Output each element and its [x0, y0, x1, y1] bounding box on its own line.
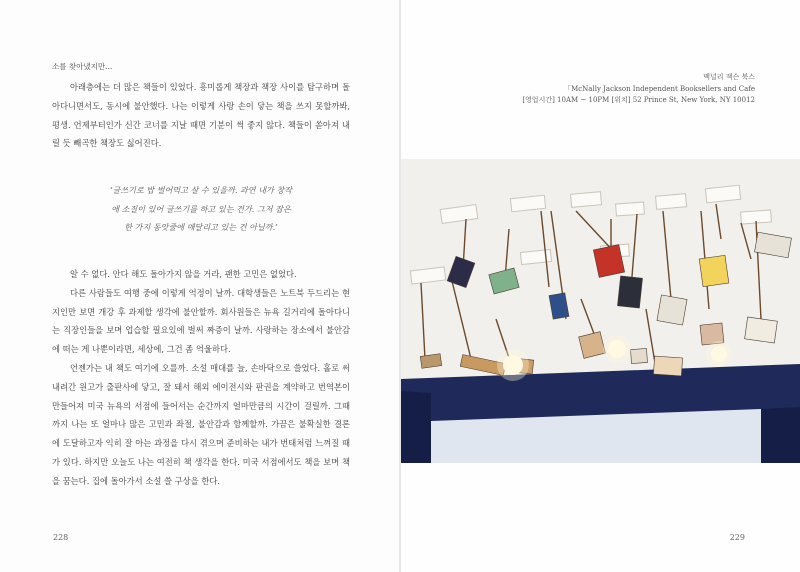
- photo-caption: [515, 72, 755, 107]
- quote-line: 한 가지 동앗줄에 매달리고 있는 건 아닐까.’: [124, 222, 278, 232]
- body-text-top: [52, 78, 350, 153]
- paragraph: 다른 사람들도 여행 중에 이렇게 억정이 날까. 대학생들은 노트북 두드리는 현지인만 보면 개강 후 과제할 생각에 불안할까. 회사원들은 뉴욕 길거리에 돌아다니는 직장인들을 보며 업습할 필요있에 벌써 짜증이 날까. 사랑하는 장소에서 불안감에 떠는 게 나뿐이라면, 세상에, 그건 좀 억울하다.: [52, 287, 350, 355]
- paragraph: 아래층에는 더 많은 책들이 있었다. 흥미롭게 책장과 책장 사이를 탐구하며 돌아다니면서도, 동시에 불안했다. 나는 이렇게 사랑 손이 닿는 책을 쓰지 못할까봐, 평생. 언제부터인가 신간 코너를 지날 때면 기분이 썩 좋지 않다. 책들이 쏟아져 내릴 듯 빼곡한 책장도 싫어진다.: [52, 82, 350, 149]
- running-head: 소를 찾아냈지만...: [52, 62, 113, 71]
- quote-line: 에 소질이 있어 글쓰기를 하고 있는 건가. 그저 잡은: [111, 203, 291, 214]
- paragraph: 언젠가는 내 책도 여기에 오를까. 소설 매대를 늘, 손바닥으로 쓸었다. 홀로 써내려간 원고가 출판사에 닿고, 잘 돼서 해외 에이전시와 판권을 계약하고 번역본이 만들어져 미국 뉴욕의 서점에 들어서는 순간까지 얼마만큼의 시간이 걸릴까. 그때까지 나는 또 얼마나 많은 고민과 좌절, 불안감과 함께할까. 가끔은 불확실한 결론에 도달하고자 익히 잘 아는 과정을 다시 겪으며 준비하는 내가 번태처럼 느껴질 때가 있다. 하지만 오늘도 나는 여전히 책 생각을 한다. 미국 서점에서도 책을 보며 책을 꿈는다. 집에 돌아가서 소설 쓸 구상을 한다.: [52, 362, 350, 486]
- caption-title: 맥널리 잭슨 북스: [703, 73, 755, 81]
- caption-line: 「McNally Jackson Independent Booksellers and Cafe: [564, 84, 755, 93]
- caption-line: [영업시간] 10AM ~ 10PM [위치] 52 Prince St, New York, NY 10012: [522, 96, 755, 105]
- body-text-bottom: [52, 265, 350, 491]
- pull-quote: [52, 181, 350, 237]
- page-number-left: 228: [53, 533, 69, 542]
- left-page: [0, 0, 399, 572]
- photo-illustration: [401, 159, 800, 463]
- page-number-right: 229: [729, 533, 745, 542]
- paragraph: 알 수 없다. 안다 해도 돌아가지 않을 거라, 괜한 고민은 없었다.: [70, 269, 297, 279]
- right-page: [401, 0, 800, 572]
- quote-line: ‘글쓰기로 밥 벌어먹고 살 수 있을까. 과연 내가 창작: [109, 185, 293, 195]
- hanging-books-photo: [401, 159, 800, 463]
